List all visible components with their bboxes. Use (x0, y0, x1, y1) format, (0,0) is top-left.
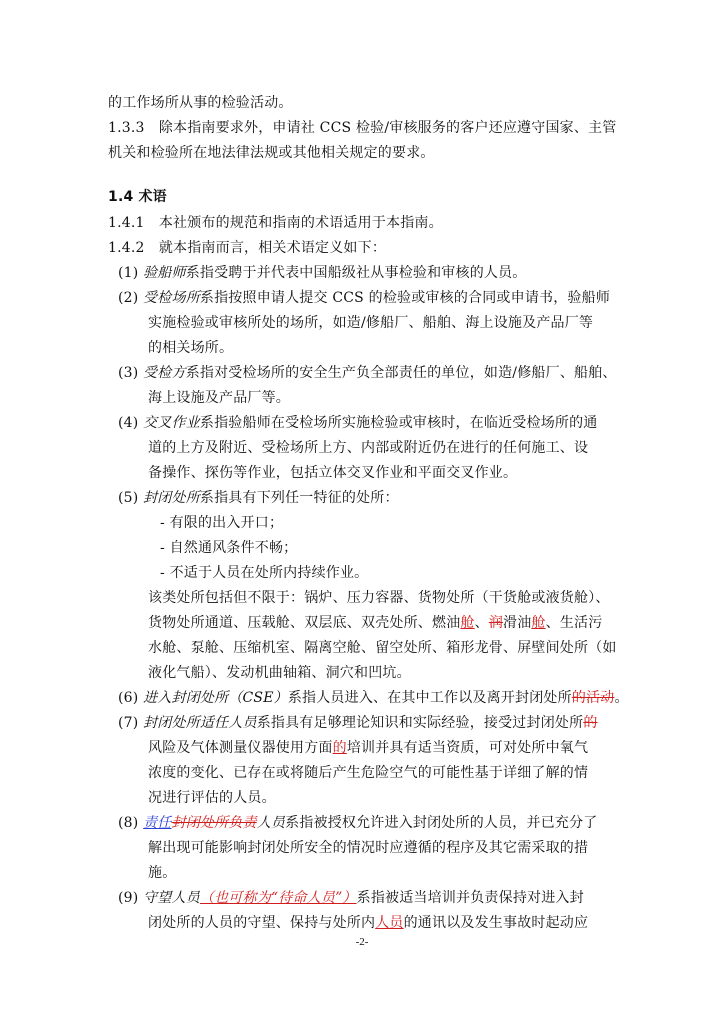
text-line (108, 214, 443, 232)
text-span: 1.4.2 就本指南而言，相关术语定义如下： (108, 240, 387, 256)
text-span: 机关和检验所在地法律法规或其他相关规定的要求。 (108, 145, 435, 161)
text-span: - 有限的出入开口； (160, 515, 284, 531)
text-line (148, 339, 233, 357)
term-name: 守望人员 (143, 890, 200, 906)
text-span: 道的上方及附近、受检场所上方、内部或附近仍在进行的任何施工、设 (148, 440, 589, 456)
text-span: 、 (474, 615, 489, 631)
text-span: 备操作、探伤等作业，包括立体交叉作业和平面交叉作业。 (148, 465, 518, 481)
insertion-mark: 的 (332, 740, 347, 756)
term-9 (118, 889, 584, 907)
text-line (148, 439, 588, 457)
deletion-mark: 封闭处所负责 (171, 815, 257, 831)
insertion-mark: 责任 (143, 815, 172, 831)
term-def: 系指验船师在受检场所实施检验或审核时，在临近受检场所的通 (199, 415, 598, 431)
term-3 (118, 364, 617, 382)
text-span: - 不适于人员在处所内持续作业。 (160, 565, 369, 581)
dash-item (160, 514, 283, 532)
term-name: 封闭处所 (143, 490, 200, 506)
text-line (108, 239, 386, 257)
term-name: 人员 (256, 815, 286, 831)
text-line (108, 94, 293, 112)
text-span: 滑油 (503, 615, 532, 631)
term-name: 交叉作业 (143, 415, 200, 431)
term-8 (118, 814, 598, 832)
text-span: 解出现可能影响封闭处所安全的情况时应遵循的程序及其它需采取的措 (148, 840, 589, 856)
text-line (148, 764, 588, 782)
dash-item (160, 539, 297, 557)
dash-item (160, 564, 368, 582)
text-span: 闭处所的人员的守望、保持与处所内 (148, 915, 376, 931)
section-heading (108, 188, 167, 206)
text-line (148, 639, 617, 657)
term-def: 系指被授权允许进入封闭处所的人员，并已充分了 (285, 815, 598, 831)
text-line (148, 839, 588, 857)
text-line (148, 789, 276, 807)
page-number: -2- (355, 936, 369, 948)
term-def: 系指具有下列任一特征的处所： (199, 490, 399, 506)
text-span: 货物处所通道、压载舱、双层底、双壳处所、燃油 (148, 615, 461, 631)
text-span: 风险及气体测量仪器使用方面 (148, 740, 333, 756)
text-span: 的工作场所从事的检验活动。 (108, 95, 293, 111)
item-number: (6) (118, 690, 139, 706)
text-span: 1.3.3 除本指南要求外，申请社 CCS 检验/审核服务的客户还应遵守国家、主管 (108, 120, 617, 136)
term-4 (118, 414, 598, 432)
text-line (148, 864, 176, 882)
item-number: (7) (118, 715, 139, 731)
term-def: 系指具有足够理论知识和实际经验，接受过封闭处所 (256, 715, 584, 731)
term-name: 受检场所 (143, 290, 200, 306)
text-span: 浓度的变化、已存在或将随后产生危险空气的可能性基于详细了解的情 (148, 765, 589, 781)
text-span: 实施检验或审核所处的场所，如造/修船厂、船舶、海上设施及产品厂等 (148, 315, 594, 331)
term-def: 系指按照申请人提交 CCS 的检验或审核的合同或申请书，验船师 (199, 290, 611, 306)
text-line (148, 464, 517, 482)
heading-text: 1.4 术语 (108, 189, 167, 205)
term-1 (118, 264, 527, 282)
text-span: 、生活污 (545, 615, 603, 631)
text-span: 水舱、泵舱、压缩机室、隔离空舱、留空处所、箱形龙骨、屏壁间处所（如 (148, 640, 617, 656)
text-line (148, 314, 593, 332)
item-number: (3) (118, 365, 139, 381)
text-span: 。 (614, 690, 629, 706)
text-line (148, 914, 588, 932)
deletion-mark: 的 (583, 715, 598, 731)
item-number: (8) (118, 815, 139, 831)
term-def: 系指人员进入、在其中工作以及离开封闭处所 (287, 690, 572, 706)
text-line (108, 119, 616, 137)
text-line (148, 664, 411, 682)
insertion-mark: 人员 (375, 915, 404, 931)
text-span: 液化气船）、发动机曲轴箱、洞穴和凹坑。 (148, 665, 411, 681)
term-2 (118, 289, 610, 307)
term-name: 受检方 (143, 365, 186, 381)
term-def: 系指对受检场所的安全生产负全部责任的单位，如造/修船厂、船舶、 (185, 365, 617, 381)
item-number: (5) (118, 490, 139, 506)
deletion-mark: 的活动 (571, 690, 615, 706)
item-number: (2) (118, 290, 139, 306)
term-7 (118, 714, 598, 732)
text-line (148, 739, 588, 757)
text-span: - 自然通风条件不畅； (160, 540, 298, 556)
text-span: 的通讯以及发生事故时起动应 (403, 915, 589, 931)
insertion-mark: 舱 (460, 615, 475, 631)
term-name: 封闭处所适任人员 (143, 715, 257, 731)
term-name: 验船师 (143, 265, 186, 281)
insertion-mark: （也可称为“待命人员”） (199, 890, 357, 906)
text-line (148, 614, 602, 632)
deletion-mark: 润 (488, 615, 504, 631)
text-line (108, 144, 435, 162)
text-span: 施。 (148, 865, 177, 881)
text-span: 培训并具有适当资质，可对处所中氧气 (346, 740, 589, 756)
item-number: (1) (118, 265, 139, 281)
text-line (148, 389, 290, 407)
text-span: 海上设施及产品厂等。 (148, 390, 290, 406)
term-def: 系指被适当培训并负责保持对进入封 (356, 890, 584, 906)
text-span: 1.4.1 本社颁布的规范和指南的术语适用于本指南。 (108, 215, 443, 231)
insertion-mark: 舱 (531, 615, 546, 631)
term-6 (118, 689, 629, 707)
item-number: (4) (118, 415, 139, 431)
text-span: 该类处所包括但不限于：锅炉、压力容器、货物处所（干货舱或液货舱）、 (148, 590, 610, 606)
term-def: 系指受聘于并代表中国船级社从事检验和审核的人员。 (185, 265, 527, 281)
term-name: 进入封闭处所（CSE） (143, 690, 288, 706)
text-span: 的相关场所。 (148, 340, 234, 356)
text-line (148, 589, 610, 607)
term-5 (118, 489, 399, 507)
text-span: 况进行评估的人员。 (148, 790, 276, 806)
item-number: (9) (118, 890, 139, 906)
